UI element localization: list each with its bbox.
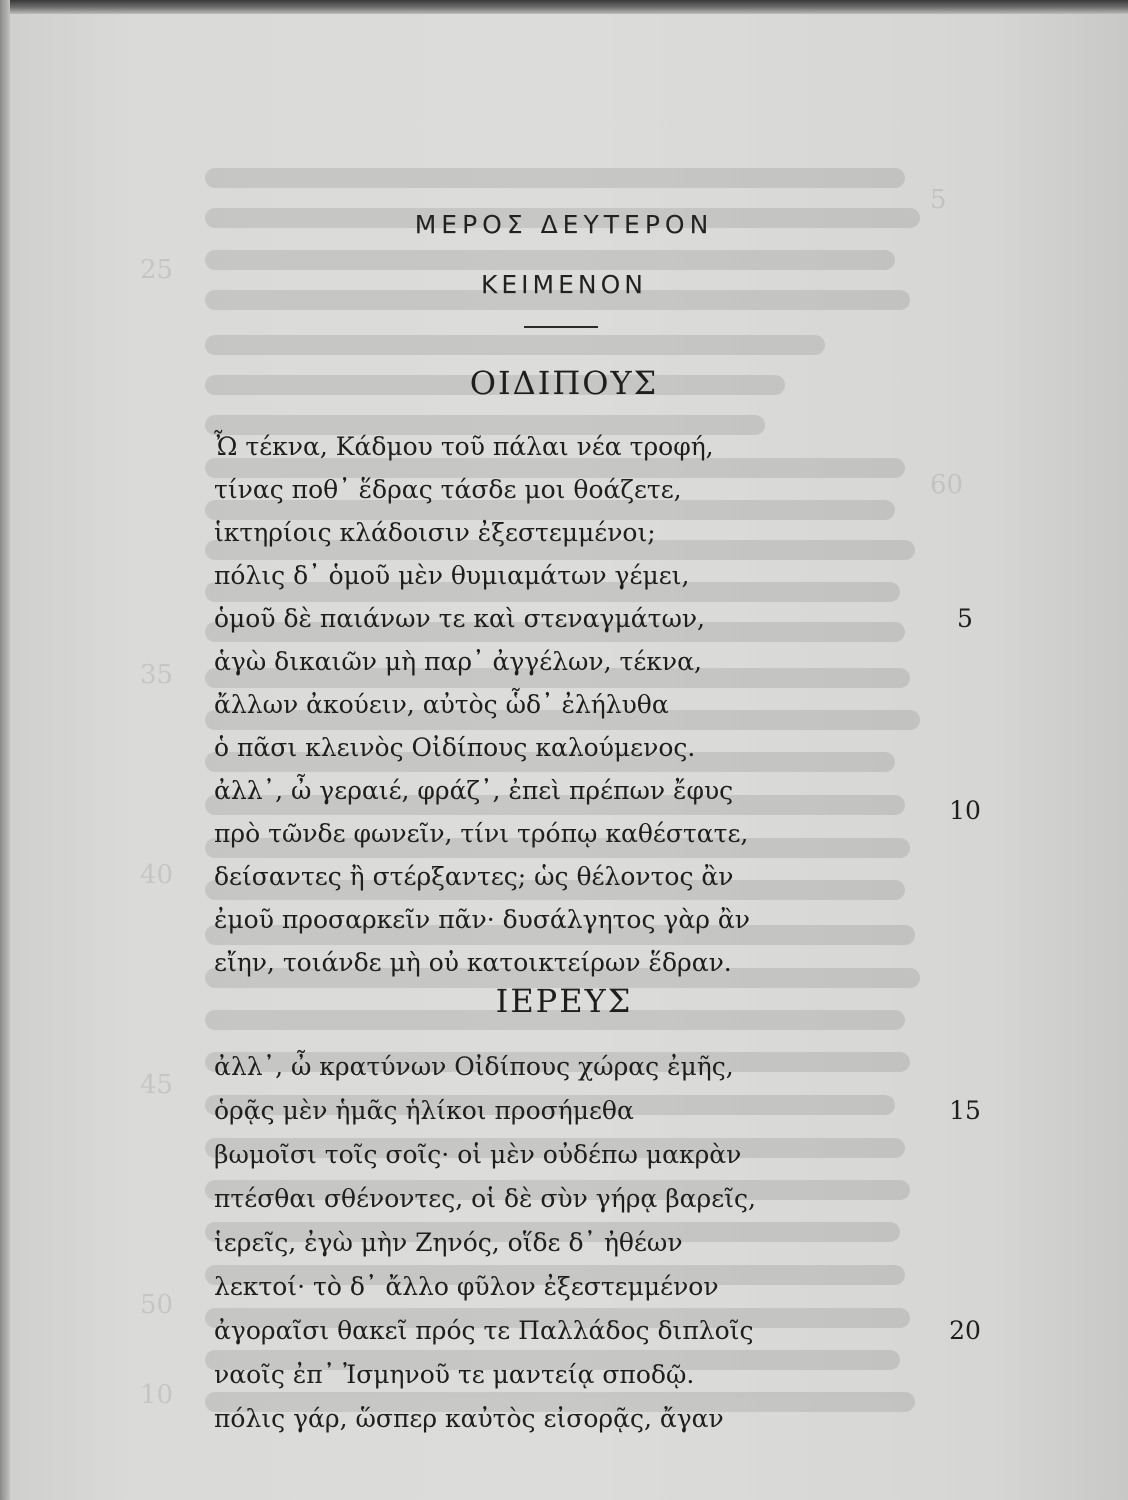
line-number: 5 — [957, 604, 973, 633]
verse-line: ὁ πᾶσι κλεινὸς Οἰδίπους καλούμενος. — [214, 733, 696, 762]
part-title: ΜΕΡΟΣ ΔΕΥΤΕΡΟΝ — [414, 210, 714, 239]
verse-line: λεκτοί· τὸ δ᾽ ἄλλο φῦλον ἐξεστεμμένον — [214, 1272, 719, 1301]
verse-line: πρὸ τῶνδε φωνεῖν, τίνι τρόπῳ καθέστατε, — [214, 819, 749, 848]
verse-line: ὁμοῦ δὲ παιάνων τε καὶ στεναγμάτων, — [214, 604, 705, 633]
verse-line: ἄλλων ἀκούειν, αὐτὸς ὧδ᾽ ἐλήλυθα — [214, 690, 669, 719]
verse-line: ἀλλ᾽, ὦ κρατύνων Οἰδίπους χώρας ἐμῆς, — [214, 1052, 734, 1081]
verse-line: πόλις γάρ, ὥσπερ καὐτὸς εἰσορᾷς, ἄγαν — [214, 1404, 724, 1433]
verse-line: ἁγὼ δικαιῶν μὴ παρ᾽ ἀγγέλων, τέκνα, — [214, 647, 702, 676]
verse-line: Ὦ τέκνα, Κάδμου τοῦ πάλαι νέα τροφή, — [214, 432, 714, 461]
verse-line: εἴην, τοιάνδε μὴ οὐ κατοικτείρων ἕδραν. — [214, 948, 732, 977]
page-top-shadow — [0, 0, 1128, 14]
verse-line: πτέσθαι σθένοντες, οἱ δὲ σὺν γήρᾳ βαρεῖς, — [214, 1184, 756, 1213]
show-through-texture: 5 25 60 35 40 45 50 10 — [0, 0, 1128, 1500]
section-title: ΚΕΙΜΕΝΟΝ — [480, 270, 647, 299]
verse-line: ναοῖς ἐπ᾽ Ἰσμηνοῦ τε μαντείᾳ σποδῷ. — [214, 1360, 695, 1389]
line-number: 10 — [949, 796, 981, 825]
verse-line: ἀλλ᾽, ὦ γεραιέ, φράζ᾽, ἐπεὶ πρέπων ἔφυς — [214, 776, 734, 805]
verse-line: ἱκτηρίοις κλάδοισιν ἐξεστεμμένοι; — [214, 518, 656, 547]
verse-line: δείσαντες ἢ στέρξαντες; ὡς θέλοντος ἂν — [214, 862, 734, 891]
verse-line: τίνας ποθ᾽ ἕδρας τάσδε μοι θοάζετε, — [214, 475, 682, 504]
verse-line: βωμοῖσι τοῖς σοῖς· οἱ μὲν οὐδέπω μακρὰν — [214, 1140, 742, 1169]
title-divider — [524, 326, 598, 328]
verse-line: ἱερεῖς, ἐγὼ μὴν Ζηνός, οἵδε δ᾽ ἠθέων — [214, 1228, 683, 1257]
verse-line: ὁρᾷς μὲν ἡμᾶς ἡλίκοι προσήμεθα — [214, 1096, 634, 1125]
speaker-oedipus: ΟΙΔΙΠΟΥΣ — [469, 364, 659, 402]
line-number: 15 — [949, 1096, 981, 1125]
line-number: 20 — [949, 1316, 981, 1345]
speaker-priest: ΙΕΡΕΥΣ — [495, 982, 633, 1020]
verse-line: ἐμοῦ προσαρκεῖν πᾶν· δυσάλγητος γὰρ ἂν — [214, 905, 750, 934]
verse-line: πόλις δ᾽ ὁμοῦ μὲν θυμιαμάτων γέμει, — [214, 561, 690, 590]
verse-line: ἀγοραῖσι θακεῖ πρός τε Παλλάδος διπλοῖς — [214, 1316, 754, 1345]
